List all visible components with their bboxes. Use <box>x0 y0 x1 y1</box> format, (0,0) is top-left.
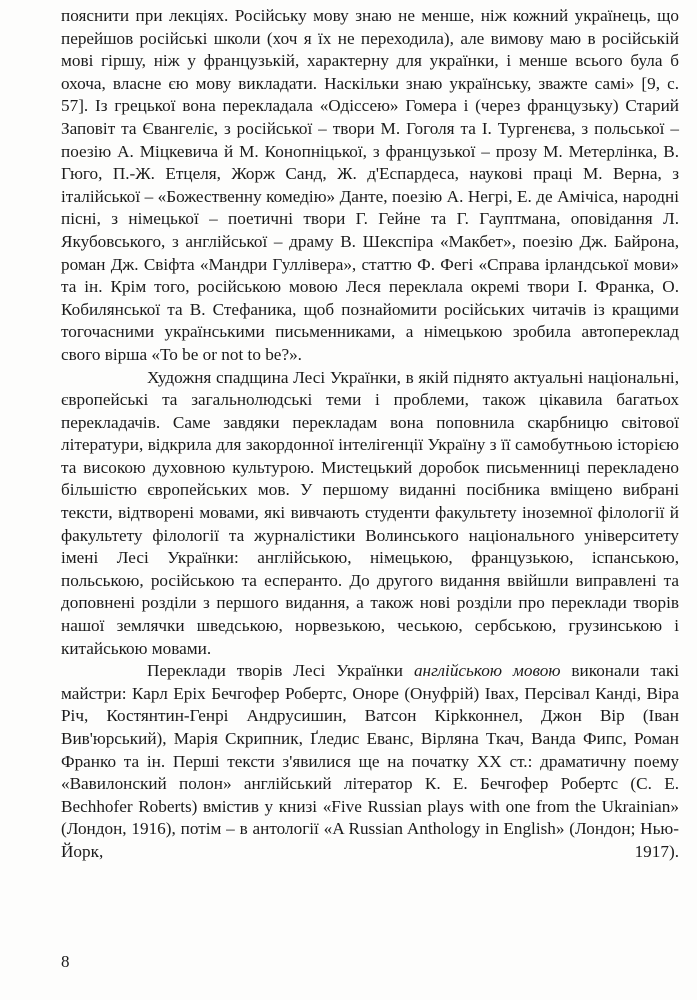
page-number: 8 <box>61 952 70 971</box>
paragraph-english-translations <box>61 660 679 863</box>
paragraph-1-text: пояснити при лекціях. Російську мову знаю не менше, ніж кожний українець, що перейшов російські школи (хоч я їх не переходила), але вимову маю в російській мові гіршу, ніж у французькій, характерну для українки, і менше всього була б охоча, власне єю мову викладати. Наскільки знаю українську, зважте самі» [9, с. 57]. Із грецької вона перекладала «Одіссею» Гомера і (через французьку) Старий Заповіт та Євангеліє, з російської – твори М. Гоголя та І. Тургенєва, з польської – поезію А. Міцкевича й М. Конопніцької, з французької – прозу М. Метерлінка, В. Гюго, П.-Ж. Етцеля, Жорж Санд, Ж. д'Еспардеса, наукові праці М. Верна, з італійської – «Божественну комедію» Данте, поезію А. Негрі, Е. де Амічіса, народні пісні, з німецької – поетичні твори Г. Гейне та Г. Гауптмана, оповідання Л. Якубовського, з англійської – драму В. Шекспіра «Макбет», поезію Дж. Байрона, роман Дж. Свіфта «Мандри Гуллівера», статтю Ф. Фегі «Справа ірландської мови» та ін. Крім того, російською мовою Леся переклала окремі твори І. Франка, О. Кобилянської та В. Стефаника, щоб познайомити російських читачів із кращими тогочасними українськими письменниками, а німецькою зробила автопереклад свого вірша «To be or not to be?». <box>61 6 679 364</box>
body-text <box>61 5 679 864</box>
italic-english-language: англійською мовою <box>413 661 561 681</box>
paragraph-3-text-rest: виконали такі майстри: Карл Еріх Бечгофер Робертс, Оноре (Онуфрій) Івах, Персівал Канді, Віра Річ, Костянтин-Генрі Андрусишин, Ватсон Кірkконнел, Джон Вір (Іван Вив'юрський), Марія Скрипник, Ґледис Еванс, Вірляна Ткач, Ванда Фипс, Роман Франко та ін. Перші тексти з'явилися ще на початку ХХ ст.: драматичну поему «Вавилонский полон» англійський літератор К. Е. Бечгофер Робертс (C. E. Bechhofer Roberts) вмістив у книзі «Five Russian plays with one from the Ukrainian» (Лондон, 1916), потім – в антології «A Russian Anthology in English» (Лондон; Нью-Йорк, 1917). <box>61 661 679 861</box>
paragraph-2-text: Художня спадщина Лесі Українки, в якій піднято актуальні національні, європейські та загальнолюдські теми і проблеми, також цікавила багатьох перекладачів. Саме завдяки перекладам вона поповнила скарбницю світової літератури, відкрила для закордонної інтелігенції Україну з її самобутньою історією та високою духовною культурою. Мистецький доробок письменниці перекладено більшістю європейських мов. У першому виданні посібника вміщено вибрані тексти, відтворені мовами, які вивчають студенти факультету іноземної філології й факультету філології та журналістики Волинського національного університету імені Лесі Українки: англійською, німецькою, французькою, іспанською, польською, російською та есперанто. До другого видання ввійшли виправлені та доповнені розділи з першого видання, а також нові розділи про переклади творів нашої землячки шведською, норвезькою, чеською, сербською, грузинською і китайською мовами. <box>61 367 679 658</box>
paragraph-literary-heritage <box>61 367 679 661</box>
paragraph-translations-by-lesya <box>61 5 679 367</box>
paragraph-3-text-start: Переклади творів Лесі Українки <box>147 661 414 681</box>
